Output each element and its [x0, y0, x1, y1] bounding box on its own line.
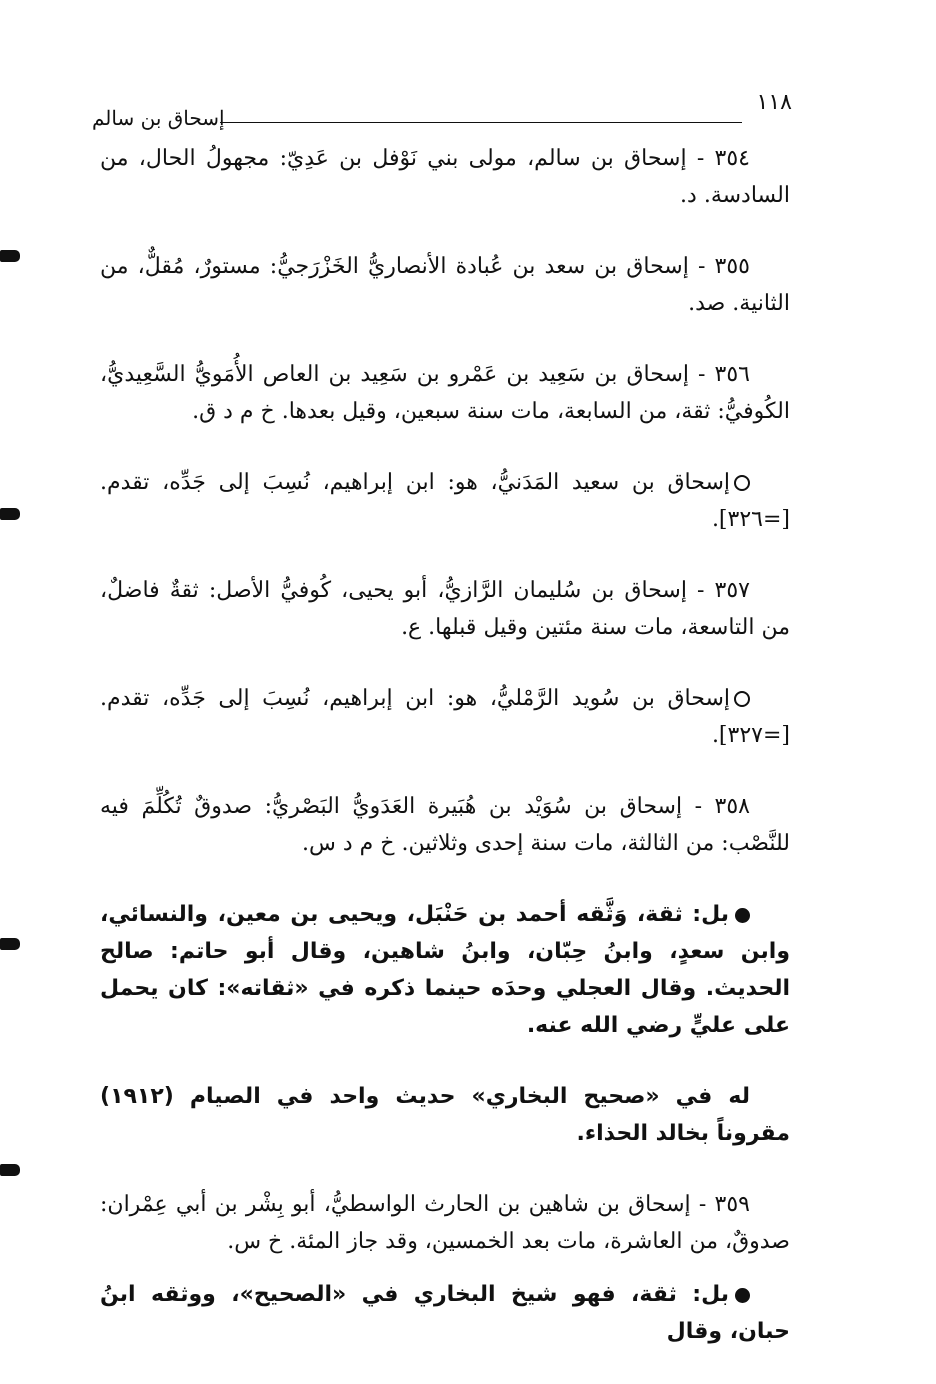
header-rule	[220, 122, 742, 123]
circle-icon	[734, 475, 750, 491]
cross-reference-326	[100, 464, 790, 538]
page-body	[100, 140, 790, 1384]
running-title: إسحاق بن سالم	[92, 106, 225, 130]
commentary-358-note	[100, 1078, 790, 1152]
scan-edge-mark	[0, 508, 20, 520]
entry-356	[100, 356, 790, 430]
commentary-text: بل: ثقة، وَثَّقه أحمد بن حَنْبَل، ويحيى بن معين، والنسائي، وابن سعدٍ، وابنُ حِبّان، وابنُ شاهين، وقال أبو حاتم: صالح الحديث. وقال العجلي وحدَه حينما ذكره في «ثقاته»: كان يحمل على عليٍّ رضي الله عنه.	[100, 902, 790, 1038]
page-number: ١١٨	[756, 90, 792, 115]
entry-text: ٣٥٤ - إسحاق بن سالم، مولى بني نَوْفل بن عَدِيّ: مجهولُ الحال، من السادسة. د.	[100, 146, 790, 208]
commentary-359	[100, 1276, 790, 1350]
entry-text: ٣٥٦ - إسحاق بن سَعِيد بن عَمْرو بن سَعِيد بن العاص الأُمَويُّ السَّعِيديُّ، الكُوفيُّ: ثقة، من السابعة، مات سنة سبعين، وقيل بعدها. خ م د ق.	[100, 362, 790, 424]
scan-edge-mark	[0, 250, 20, 262]
page-header	[92, 88, 792, 128]
entry-text: ٣٥٨ - إسحاق بن سُوَيْد بن هُبَيرة العَدَويُّ البَصْريُّ: صدوقٌ تُكُلِّمَ فيه للنَّصْب: من الثالثة، مات سنة إحدى وثلاثين. خ م د س.	[100, 794, 790, 856]
scan-edge-mark	[0, 938, 20, 950]
entry-text: إسحاق بن سُويد الرَّمْليُّ، هو: ابن إبراهيم، نُسِبَ إلى جَدِّه، تقدم. [=٣٢٧].	[100, 686, 790, 748]
circle-icon	[734, 691, 750, 707]
commentary-text: بل: ثقة، فهو شيخ البخاري في «الصحيح»، ووثقه ابنُ حبان، وقال	[100, 1282, 790, 1344]
bullet-icon	[735, 1288, 750, 1303]
entry-text: ٣٥٧ - إسحاق بن سُليمان الرَّازيُّ، أبو يحيى، كُوفيُّ الأصل: ثقةٌ فاضلٌ، من التاسعة، مات سنة مئتين وقيل قبلها. ع.	[100, 578, 790, 640]
entry-359	[100, 1186, 790, 1260]
entry-text: إسحاق بن سعيد المَدَنيُّ، هو: ابن إبراهيم، نُسِبَ إلى جَدِّه، تقدم. [=٣٢٦].	[100, 470, 790, 532]
cross-reference-327	[100, 680, 790, 754]
entry-358	[100, 788, 790, 862]
entry-354	[100, 140, 790, 214]
entry-text: ٣٥٥ - إسحاق بن سعد بن عُبادة الأنصاريُّ الخَزْرَجيُّ: مستورٌ، مُقلٌّ، من الثانية. صد.	[100, 254, 790, 316]
bullet-icon	[735, 908, 750, 923]
entry-text: ٣٥٩ - إسحاق بن شاهين بن الحارث الواسطيُّ، أبو بِشْر بن أبي عِمْران: صدوقٌ، من العاشرة، مات بعد الخمسين، وقد جاز المئة. خ س.	[100, 1192, 790, 1254]
commentary-358	[100, 896, 790, 1044]
scan-edge-mark	[0, 1164, 20, 1176]
entry-355	[100, 248, 790, 322]
commentary-text: له في «صحيح البخاري» حديث واحد في الصيام (١٩١٢) مقروناً بخالد الحذاء.	[100, 1084, 790, 1146]
entry-357	[100, 572, 790, 646]
